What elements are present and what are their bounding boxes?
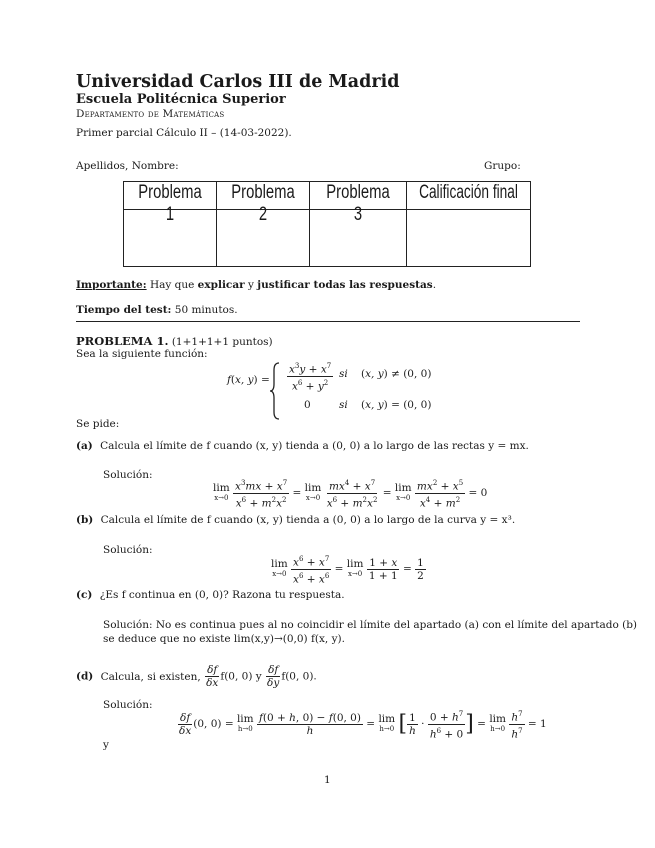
important-bold: justificar todas las respuestas bbox=[257, 279, 433, 291]
time-value: 50 minutos bbox=[174, 304, 235, 316]
part-b-text: Calcula el límite de f cuando (x, y) tienda a (0, 0) a lo largo de la curva y = x³. bbox=[100, 514, 516, 526]
part-a-text: Calcula el límite de f cuando (x, y) tienda a (0, 0) a lo largo de las rectas y = mx. bbox=[100, 440, 529, 452]
solution-label-a: Solución: bbox=[103, 469, 153, 481]
grade-header-cell bbox=[407, 182, 531, 210]
partial-y-fraction: $\frac{\delta f}{\delta y}$ bbox=[267, 664, 280, 689]
part-d-text-mid: f(0, 0) y bbox=[220, 670, 262, 683]
part-a bbox=[76, 440, 529, 452]
grade-header-p2: Problema 2 bbox=[231, 182, 295, 225]
partial-x-fraction: $\frac{\delta f}{\delta x}$ bbox=[206, 664, 219, 689]
department-name: Departamento de Matemáticas bbox=[76, 108, 225, 120]
function-definition: f(x, y) = $\frac{x^3y + x^7}{x^6 + y^2}$ si (x, y) ≠ (0, 0) 0 si (x, y) = (0, 0) bbox=[227, 368, 467, 418]
part-d-text-post: f(0, 0). bbox=[281, 670, 317, 683]
part-c bbox=[76, 589, 345, 601]
solution-b-equation: lim x→0 $\frac{x^6 + x^7}{x^6 + x^6}$ = lim x→0 $\frac{1 + x}{1 + 1}$ = $\frac{1}{2}$ bbox=[271, 555, 424, 585]
name-label: Apellidos, Nombre: bbox=[76, 160, 179, 172]
problem1-intro: Sea la siguiente función: bbox=[76, 348, 208, 360]
important-note: Importante: Hay que explicar y justificar todas las respuestas. bbox=[76, 279, 437, 291]
part-d-text-pre: Calcula, si existen, bbox=[100, 670, 201, 683]
grade-cell-final bbox=[407, 210, 531, 267]
part-d-label: (d) bbox=[76, 670, 94, 683]
section-divider bbox=[76, 321, 580, 322]
y-word: y bbox=[103, 739, 109, 751]
grade-header-p1: Problema 1 bbox=[138, 182, 202, 225]
part-a-label: (a) bbox=[76, 440, 93, 452]
part-b-label: (b) bbox=[76, 514, 94, 526]
school-name: Escuela Politécnica Superior bbox=[76, 92, 286, 107]
left-brace-icon bbox=[269, 362, 281, 420]
grade-table bbox=[123, 181, 531, 267]
important-bold: explicar bbox=[197, 279, 245, 291]
grade-header-cell bbox=[310, 182, 407, 225]
problem1-title: PROBLEMA 1. bbox=[76, 334, 169, 348]
important-text: y bbox=[248, 279, 254, 291]
problem1-heading bbox=[76, 334, 273, 348]
grade-header-cell bbox=[124, 182, 217, 225]
important-label: Importante: bbox=[76, 279, 147, 291]
exam-title: Primer parcial Cálculo II – (14-03-2022). bbox=[76, 127, 292, 139]
se-pide: Se pide: bbox=[76, 418, 120, 430]
important-text: Hay que bbox=[149, 279, 195, 291]
group-label: Grupo: bbox=[484, 160, 521, 172]
problem1-points: (1+1+1+1 puntos) bbox=[171, 336, 273, 348]
part-d bbox=[76, 664, 317, 689]
part-c-solution-line1: Solución: No es continua pues al no coincidir el límite del apartado (a) con el límite del apartado (b) bbox=[103, 619, 638, 631]
solution-label-d: Solución: bbox=[103, 699, 153, 711]
solution-label-b: Solución: bbox=[103, 544, 153, 556]
grade-header-p3: Problema 3 bbox=[326, 182, 390, 225]
part-c-label: (c) bbox=[76, 589, 93, 601]
solution-a-equation: lim x→0 $\frac{x^3mx + x^7}{x^6 + m^2x^2}$ = lim x→0 $\frac{mx^4 + x^7}{x^6 + m^2x^2}$ = lim x→0 $\frac{mx^2 + x^5}{x^4 + m^2}$ = 0 bbox=[213, 479, 488, 509]
part-c-solution-line2: se deduce que no existe lim(x,y)→(0,0) f(x, y). bbox=[103, 633, 345, 645]
grade-header-cell bbox=[217, 182, 310, 225]
time-label: Tiempo del test: bbox=[76, 304, 172, 316]
solution-d-equation: $\frac{\delta f}{\delta x}$ (0, 0) = lim h→0 $\frac{f(0 + h, 0) - f(0, 0)}{h}$ = lim h→0 [ $\frac{1}{h}$ · $\frac{0 + h^7}{h^6 + 0}$ ] = lim h→0 $\frac{h^7}{h^7}$ = 1 bbox=[179, 710, 547, 740]
part-b bbox=[76, 514, 515, 526]
part-c-text: ¿Es f continua en (0, 0)? Razona tu respuesta. bbox=[99, 589, 345, 601]
grade-header-final: Calificación final bbox=[419, 182, 518, 203]
university-title: Universidad Carlos III de Madrid bbox=[76, 72, 400, 92]
time-note: Tiempo del test: 50 minutos. bbox=[76, 304, 238, 316]
page-number: 1 bbox=[324, 774, 331, 786]
